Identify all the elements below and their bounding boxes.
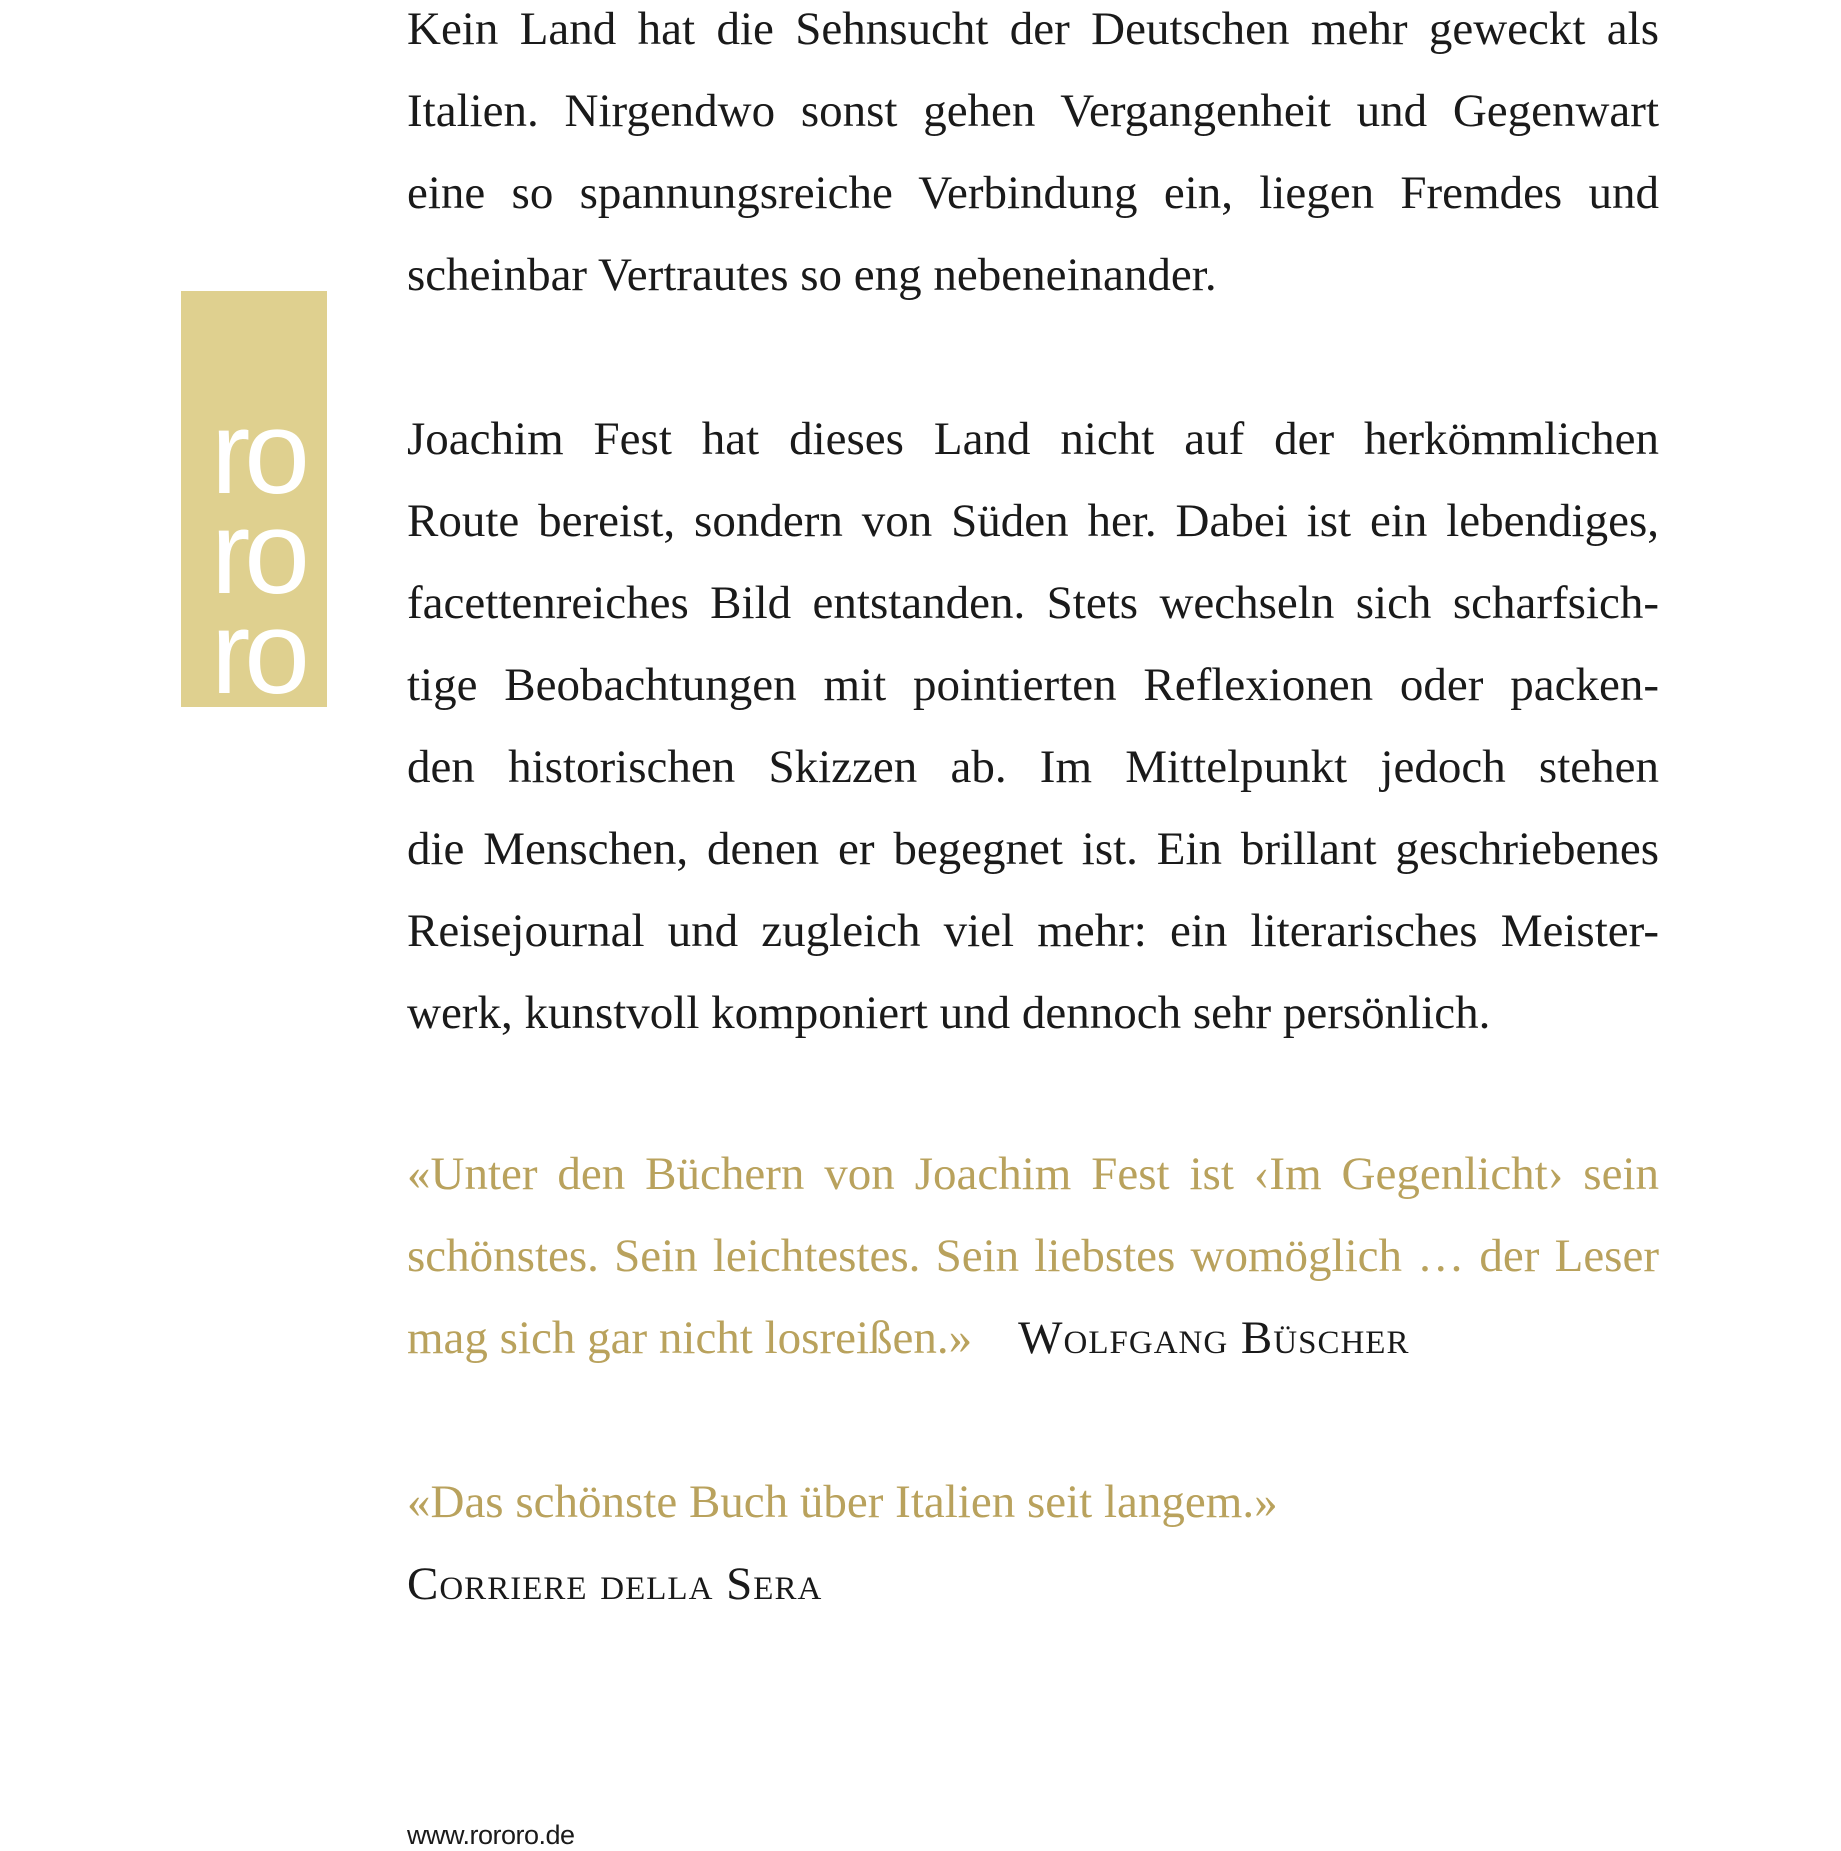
quote-line: «Unter den Büchern von Joachim Fest ist ‹Im Gegenlicht› sein: [407, 1148, 1659, 1200]
paragraph-line: Kein Land hat die Sehnsucht der Deutschen mehr geweckt als: [407, 3, 1659, 55]
logo-line-3: ro: [211, 587, 304, 707]
quote-attribution: Corriere della Sera: [407, 1558, 823, 1610]
logo-line-2: ro: [211, 487, 304, 619]
logo-line-1: ro: [211, 387, 304, 519]
publisher-url[interactable]: www.rororo.de: [407, 1820, 575, 1850]
blurb-paragraph-1: [407, 0, 1659, 316]
paragraph-line: facettenreiches Bild entstanden. Stets wechseln sich scharfsich-: [407, 577, 1659, 629]
paragraph-line: eine so spannungsreiche Verbindung ein, liegen Fremdes und: [407, 167, 1659, 219]
paragraph-line: Joachim Fest hat dieses Land nicht auf der herkömmlichen: [407, 413, 1659, 465]
paragraph-line: Italien. Nirgendwo sonst gehen Vergangenheit und Gegenwart: [407, 85, 1659, 137]
paragraph-line: die Menschen, denen er begegnet ist. Ein brillant geschriebenes: [407, 823, 1659, 875]
quote-line: schönstes. Sein leichtestes. Sein liebstes womöglich … der Leser: [407, 1230, 1659, 1282]
rororo-logo: [181, 291, 327, 707]
paragraph-line: den historischen Skizzen ab. Im Mittelpunkt jedoch stehen: [407, 741, 1659, 793]
blurb-paragraph-2: [407, 398, 1659, 1054]
review-quote-2: [407, 1461, 1659, 1625]
quote-line: mag sich gar nicht losreißen.»: [407, 1312, 973, 1364]
review-quote-1: [407, 1133, 1659, 1379]
paragraph-line: Route bereist, sondern von Süden her. Dabei ist ein lebendiges,: [407, 495, 1659, 547]
paragraph-line: tige Beobachtungen mit pointierten Reflexionen oder packen-: [407, 659, 1659, 711]
quote-line: «Das schönste Buch über Italien seit langem.»: [407, 1476, 1278, 1528]
quote-attribution: Wolfgang Büscher: [1018, 1312, 1410, 1364]
quote-line-with-attribution: [407, 1297, 1659, 1379]
paragraph-line: scheinbar Vertrautes so eng nebeneinander.: [407, 249, 1217, 301]
paragraph-line: Reisejournal und zugleich viel mehr: ein literarisches Meister-: [407, 905, 1659, 957]
paragraph-line: werk, kunstvoll komponiert und dennoch sehr persönlich.: [407, 987, 1491, 1039]
